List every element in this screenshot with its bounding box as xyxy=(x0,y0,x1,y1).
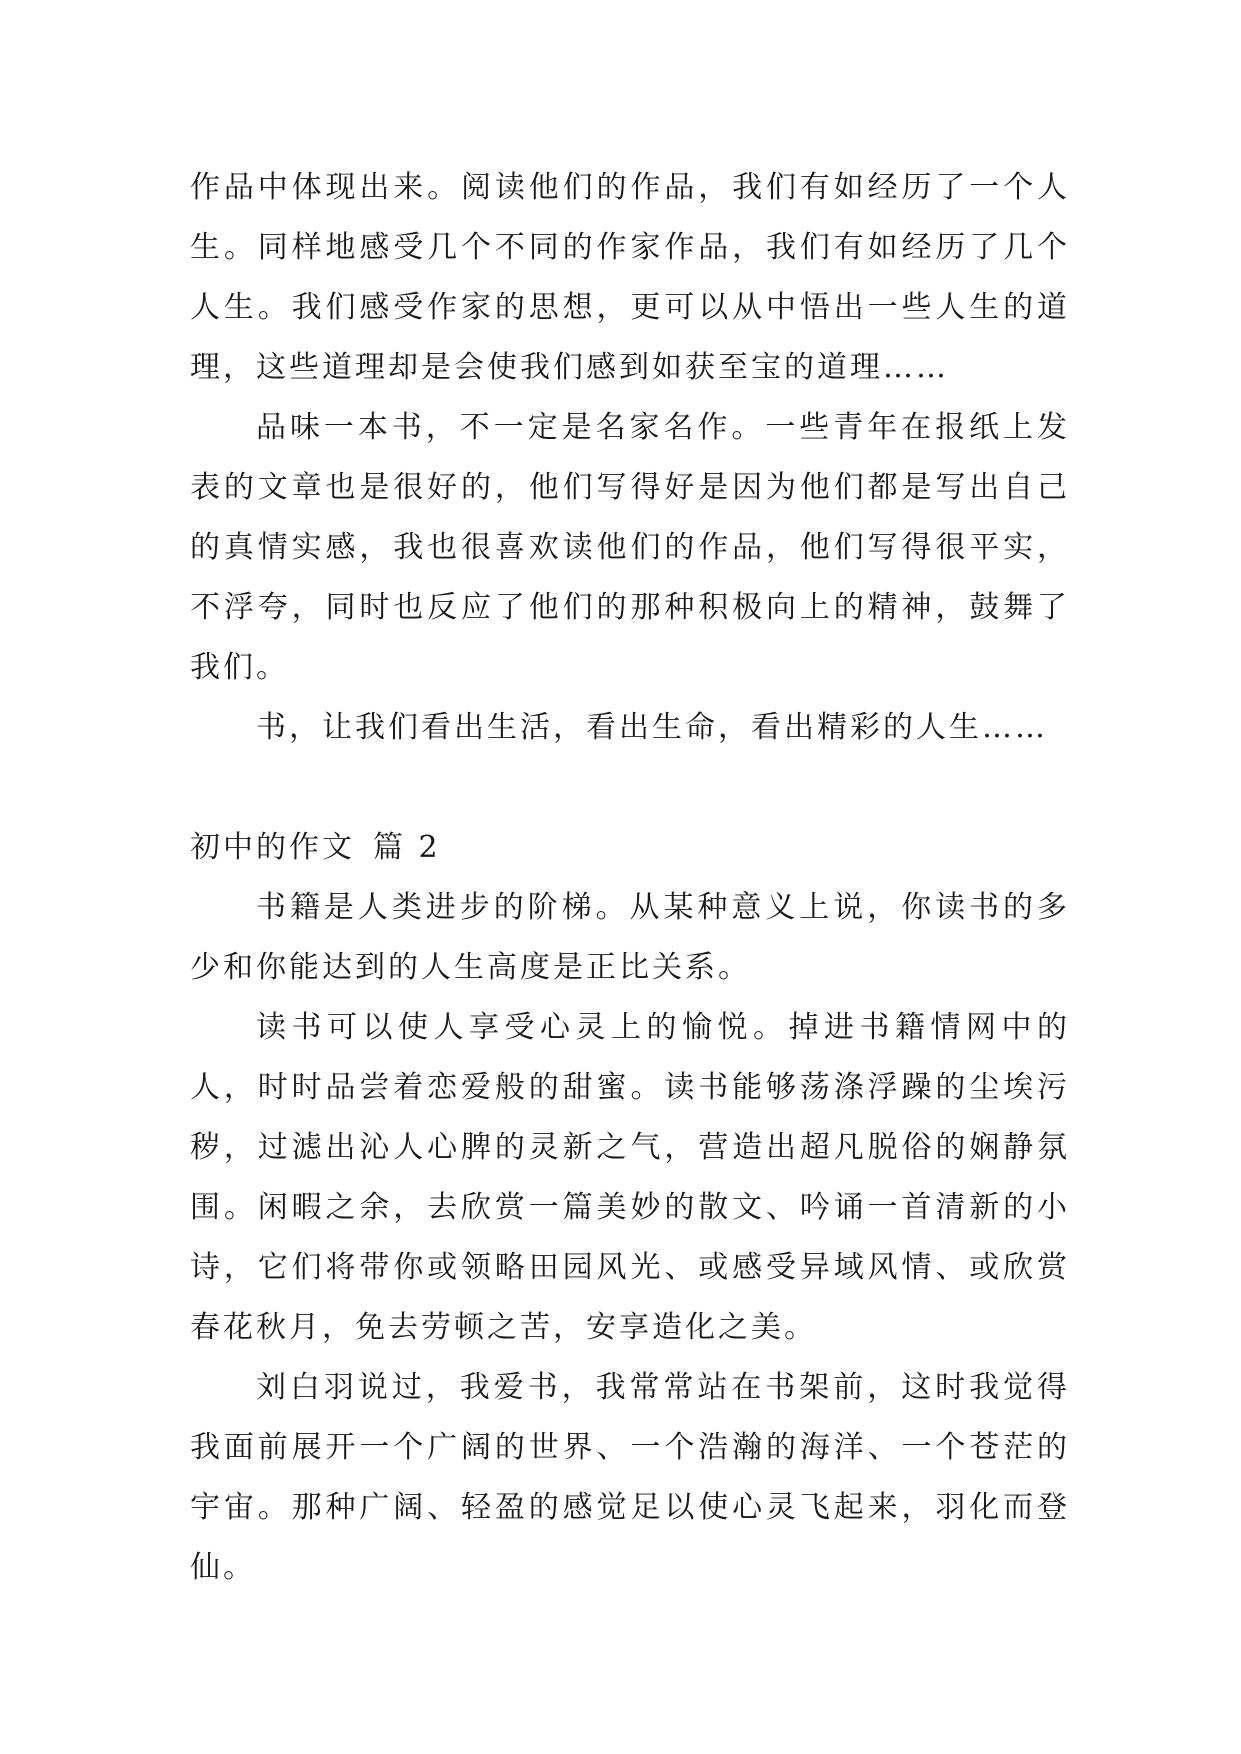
paragraph: 读书可以使人享受心灵上的愉悦。掉进书籍情网中的人，时时品尝着恋爱般的甜蜜。读书能够荡涤浮躁的尘埃污秽，过滤出沁人心脾的灵新之气，营造出超凡脱俗的娴静氛围。闲暇之余，去欣赏一篇美妙的散文、吟诵一首清新的小诗，它们将带你或领略田园风光、或感受异域风情、或欣赏春花秋月，免去劳顿之苦，安享造化之美。 xyxy=(190,1010,1070,1345)
paragraph: 刘白羽说过，我爱书，我常常站在书架前，这时我觉得我面前展开一个广阔的世界、一个浩瀚的海洋、一个苍茫的宇宙。那种广阔、轻盈的感觉足以使心灵飞起来，羽化而登仙。 xyxy=(190,1370,1070,1585)
section-heading-title: 初中的作文 xyxy=(190,830,355,865)
paragraph: 书籍是人类进步的阶梯。从某种意义上说，你读书的多少和你能达到的人生高度是正比关系。 xyxy=(190,890,1070,985)
paragraph-continued: 作品中体现出来。阅读他们的作品，我们有如经历了一个人生。同样地感受几个不同的作家作品，我们有如经历了几个人生。我们感受作家的思想，更可以从中悟出一些人生的道理，这些道理却是会使我们感到如获至宝的道理…… xyxy=(190,170,1070,385)
paragraph: 品味一本书，不一定是名家名作。一些青年在报纸上发表的文章也是很好的，他们写得好是因为他们都是写出自己的真情实感，我也很喜欢读他们的作品，他们写得很平实，不浮夸，同时也反应了他们的那种积极向上的精神，鼓舞了我们。 xyxy=(190,410,1070,685)
paragraph: 书，让我们看出生活，看出生命，看出精彩的人生…… xyxy=(256,710,1048,745)
document-page xyxy=(190,158,1070,1598)
section-heading-number: 篇 2 xyxy=(373,830,441,865)
section-heading xyxy=(190,818,1070,878)
